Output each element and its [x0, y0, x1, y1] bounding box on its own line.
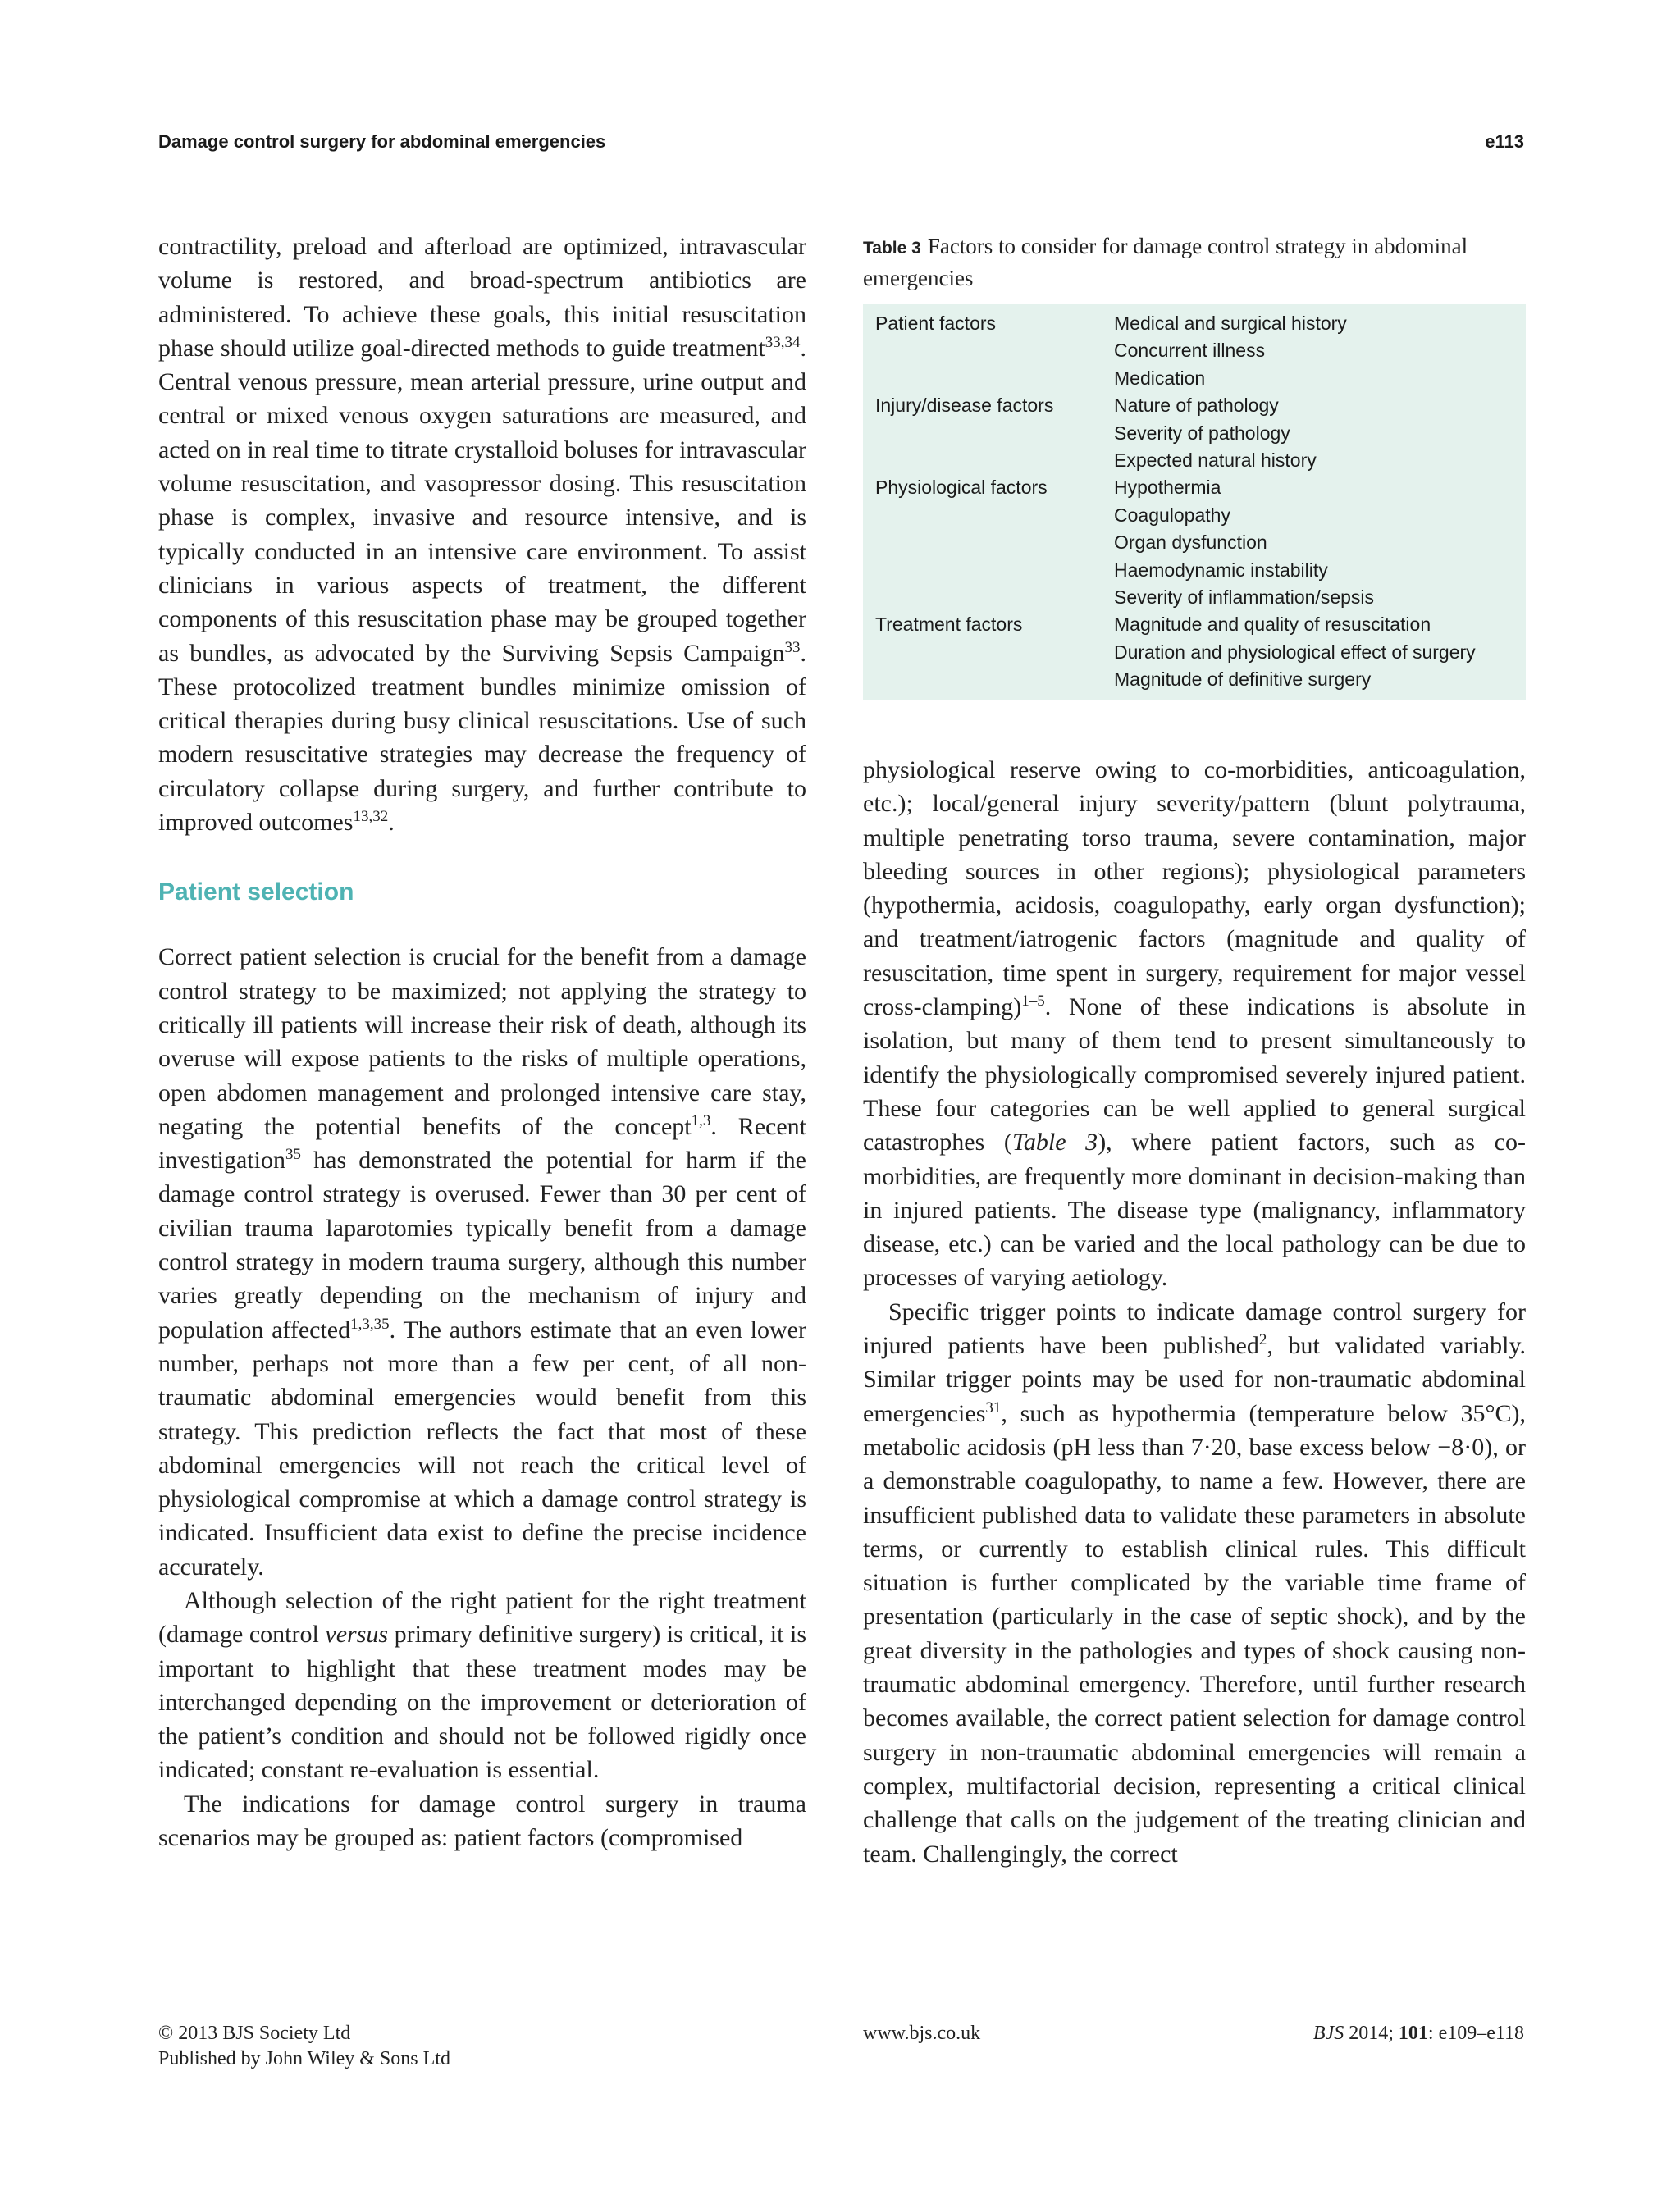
row-items [1114, 392, 1526, 474]
table-3 [863, 231, 1526, 700]
reference-link[interactable]: 35 [285, 1146, 301, 1164]
text-run: primary definitive surgery) is critical, it is important to highlight that these treatment modes may be interchanged depending on the improvement or deterioration of the patient’s condition and should not be followed rigidly once indicated; constant re-evaluation is essential. [158, 1621, 806, 1784]
right-column [863, 753, 1526, 1871]
reference-link[interactable]: 13,32 [353, 808, 389, 826]
reference-link[interactable]: 1,3 [691, 1111, 711, 1129]
table-caption [863, 231, 1526, 293]
table-body [863, 304, 1526, 700]
row-category: Treatment factors [875, 614, 1023, 636]
citation [1313, 2021, 1524, 2046]
footer-left [158, 2021, 450, 2072]
journal-url[interactable]: www.bjs.co.uk [863, 2023, 981, 2044]
text-run: ), where patient factors, such as co-morbidities, are frequently more dominant in decision-making than in injured patients. The disease type (malignancy, inflammatory disease, etc.) can be varied and the local pathology can be due to processes of varying aetiology. [863, 1129, 1526, 1292]
text-run: Although selection of the right patient for the right treatment (damage control [158, 1586, 806, 1649]
text-run: . None of these indications is absolute in isolation, but many of them tend to present simultaneously to identify the physiologically compromised severely injured patient. These four categories can be well applied to general surgical catastrophes ( [863, 993, 1526, 1156]
text-run: Specific trigger points to indicate damage control surgery for injured patients have been published [863, 1298, 1526, 1360]
row-item: Haemodynamic instability [1114, 559, 1328, 581]
row-category: Injury/disease factors [875, 395, 1054, 417]
reference-link[interactable]: 1,3,35 [350, 1315, 390, 1333]
row-items [1114, 310, 1526, 392]
reference-link[interactable]: 33 [784, 638, 801, 656]
reference-link[interactable]: 31 [985, 1398, 1002, 1416]
reference-link[interactable]: 1–5 [1021, 992, 1045, 1010]
paragraph [158, 1584, 806, 1787]
citation-pages: : e109–e118 [1427, 2023, 1524, 2044]
row-items [1114, 611, 1526, 693]
reference-link[interactable]: 2 [1258, 1331, 1267, 1349]
text-run: Correct patient selection is crucial for the benefit from a damage control strategy to be maximized; not applying the strategy to critically ill patients will increase their risk of death, although its overuse will expose patients to the risks of multiple operations, open abdomen management and prolonged intensive care stay, negating the potential benefits of the concept [158, 943, 806, 1140]
row-item: Hypothermia [1114, 477, 1221, 499]
journal-name: BJS [1312, 2023, 1344, 2044]
text-run: . [388, 809, 395, 837]
text-run: . The authors estimate that an even lower number, perhaps not more than a few per cent, of all non-traumatic abdominal emergencies would benefit from this strategy. This prediction reflects the fact that most of these abdominal emergencies will not reach the critical level of physiological compromise at which a damage control strategy is indicated. Insufficient data exist to define the precise incidence accurately. [158, 1316, 806, 1581]
row-item: Medical and surgical history [1114, 312, 1347, 334]
text-run: contractility, preload and afterload are optimized, intravascular volume is restored, and broad-spectrum antibiotics are administered. To achieve these goals, this initial resuscitation phase should utilize goal-directed methods to guide treatment [158, 233, 806, 362]
row-item: Medication [1114, 367, 1206, 389]
row-category: Patient factors [875, 312, 997, 334]
text-run: has demonstrated the potential for harm if the damage control strategy is overused. Fewer than 30 per cent of civilian trauma laparotomies typically benefit from a damage control strategy in modern trauma surgery, although this number varies greatly depending on the mechanism of injury and population affected [158, 1147, 806, 1344]
row-category: Physiological factors [875, 477, 1048, 499]
table-reference-link[interactable]: Table 3 [1011, 1129, 1098, 1156]
citation-year: 2014; [1344, 2023, 1399, 2044]
paragraph [158, 940, 806, 1584]
paragraph [863, 1295, 1526, 1871]
row-items [1114, 474, 1526, 611]
text-run: . Central venous pressure, mean arterial pressure, urine output and central or mixed venous oxygen saturations are measured, and acted on in real time to titrate crystalloid boluses for intravascular volume resuscitation, and vasopressor dosing. This resuscitation phase is complex, invasive and resource intensive, and is typically conducted in an intensive care environment. To assist clinicians in various aspects of treatment, the different components of this resuscitation phase may be grouped together as bundles, as advocated by the Surviving Sepsis Campaign [158, 334, 806, 667]
page-footer [158, 2021, 1524, 2078]
page-number: e113 [1485, 131, 1524, 152]
table-row [863, 611, 1526, 693]
table-row [863, 392, 1526, 474]
left-column [158, 230, 806, 1854]
row-item: Organ dysfunction [1114, 531, 1267, 554]
table-row [863, 310, 1526, 392]
copyright-text: © 2013 BJS Society Ltd [158, 2023, 351, 2044]
row-item: Severity of pathology [1114, 422, 1290, 444]
text-run: , but validated variably. Similar trigger points may be used for non-traumatic abdominal emergencies [863, 1332, 1526, 1427]
text-run: . These protocolized treatment bundles minimize omission of critical therapies during busy clinical resuscitations. Use of such modern resuscitative strategies may decrease the frequency of circulatory collapse during surgery, and further contribute to improved outcomes [158, 639, 806, 837]
table-row [863, 474, 1526, 611]
row-item: Expected natural history [1114, 449, 1317, 472]
row-item: Coagulopathy [1114, 504, 1230, 526]
text-run: physiological reserve owing to co-morbidities, anticoagulation, etc.); local/general injury severity/pattern (blunt polytrauma, multiple penetrating torso trauma, severe contamination, major bleeding sources in other regions); physiological parameters (hypothermia, acidosis, coagulopathy, early organ dysfunction); and treatment/iatrogenic factors (magnitude and quality of resuscitation, time spent in surgery, requirement for major vessel cross-clamping) [863, 756, 1526, 1021]
paragraph [158, 230, 806, 839]
row-item: Concurrent illness [1114, 340, 1266, 362]
section-heading: Patient selection [158, 878, 354, 906]
row-item: Duration and physiological effect of surgery [1114, 641, 1476, 663]
row-item: Severity of inflammation/sepsis [1114, 586, 1375, 609]
row-item: Magnitude of definitive surgery [1114, 668, 1372, 691]
table-label: Table 3 [863, 239, 921, 258]
caption-text: Factors to consider for damage control strategy in abdominal emergencies [863, 234, 1468, 290]
row-item: Magnitude and quality of resuscitation [1114, 614, 1431, 636]
reference-link[interactable]: 33,34 [765, 333, 801, 351]
citation-volume: 101 [1398, 2023, 1428, 2044]
row-item: Nature of pathology [1114, 395, 1279, 417]
publisher-text: Published by John Wiley & Sons Ltd [158, 2048, 450, 2069]
emphasis: versus [325, 1621, 389, 1649]
paragraph [863, 753, 1526, 1295]
text-run: . Recent investigation [158, 1112, 807, 1175]
text-run: , such as hypothermia (temperature below 35°C), metabolic acidosis (pH less than 7·20, base excess below −8·0), or a demonstrable coagulopathy, to name a few. However, there are insufficient published data to validate these parameters in absolute terms, or currently to establish clinical rules. This difficult situation is further complicated by the variable time frame of presentation (particularly in the case of septic shock), and by the great diversity in the pathologies and types of shock causing non-traumatic abdominal emergency. Therefore, until further research becomes available, the correct patient selection for damage control surgery in non-traumatic abdominal emergencies will remain a complex, multifactorial decision, representing a critical clinical challenge that calls on the judgement of the treating clinician and team. Challengingly, the correct [863, 1399, 1526, 1868]
paragraph: The indications for damage control surgery in trauma scenarios may be grouped as: patient factors (compromised [158, 1790, 806, 1852]
running-title: Damage control surgery for abdominal emergencies [158, 131, 606, 152]
